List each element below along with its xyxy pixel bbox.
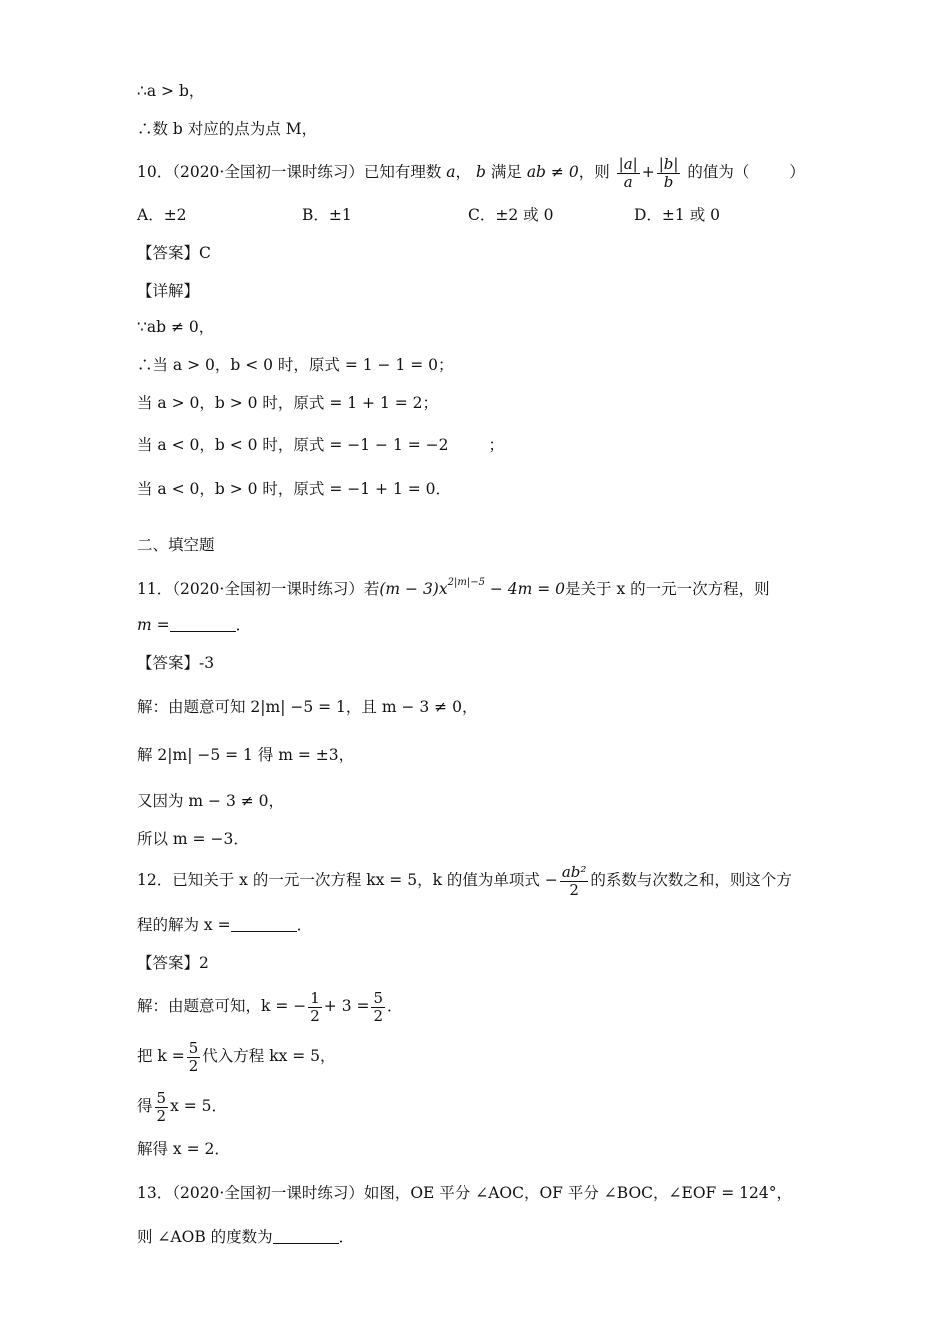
- detail-label: 【详解】: [137, 282, 200, 300]
- fraction-abs-b-over-b: $\frac{|b|}{b}$: [658, 155, 679, 191]
- section-heading: 二、填空题: [137, 536, 215, 554]
- answer-label: 【答案】2: [137, 954, 209, 972]
- question-13: 13．（2020·全国初一课时练习）如图，OE 平分 ∠AOC，OF 平分 ∠BOC，∠EOF = 124°，: [137, 1184, 792, 1202]
- text-line: 解：由题意可知，k = − $\frac{1}{2}$ + 3 = $\frac{5}{2}$ ．: [137, 989, 403, 1025]
- answer-label: 【答案】-3: [137, 654, 215, 672]
- text-line: 解 2|m| −5 = 1 得 m = ±3，: [137, 746, 355, 764]
- option-d: D．±1 或 0: [634, 206, 720, 224]
- text-line: 当 a < 0，b > 0 时，原式 = −1 + 1 = 0．: [137, 480, 452, 498]
- answer-blank: [170, 617, 236, 632]
- answer-blank: [273, 1229, 339, 1244]
- text-line: ∴数 b 对应的点为点 M，: [137, 120, 318, 138]
- question-12-line2: 程的解为 x = ．: [137, 916, 313, 934]
- question-11-line2: m = ．: [137, 616, 252, 634]
- fraction-abs-a-over-a: $\frac{|a|}{a}$: [618, 155, 638, 191]
- text-line: 当 a < 0，b < 0 时，原式 = −1 − 1 = −2 ；: [137, 436, 505, 454]
- text-line: 把 k = $\frac{5}{2}$ 代入方程 kx = 5，: [137, 1039, 336, 1075]
- text-line: 所以 m = −3．: [137, 830, 249, 848]
- question-12: 12．已知关于 x 的一元一次方程 kx = 5，k 的值为单项式 − $\frac{\text{ab²}}{2}$ 的系数与次数之和，则这个方: [137, 863, 792, 899]
- option-a: A．±2: [137, 206, 187, 224]
- text-line: 解：由题意可知 2|m| −5 = 1，且 m − 3 ≠ 0，: [137, 698, 478, 716]
- text-line: 当 a > 0，b > 0 时，原式 = 1 + 1 = 2；: [137, 394, 439, 412]
- question-10: 10．（2020·全国初一课时练习）已知有理数 a， b 满足 ab ≠ 0，则 $\frac{|a|}{a}$ + $\frac{|b|}{b}$ 的值为（ ）: [137, 155, 805, 191]
- option-b: B．±1: [302, 206, 352, 224]
- text-line: 解得 x = 2．: [137, 1140, 230, 1158]
- option-c: C．±2 或 0: [468, 206, 554, 224]
- fraction-ab2-over-2: $\frac{\text{ab²}}{2}$: [561, 863, 587, 899]
- text-line: ∴当 a > 0，b < 0 时，原式 = 1 − 1 = 0；: [137, 356, 454, 374]
- text-line: ∴a > b，: [137, 82, 205, 100]
- answer-label: 【答案】C: [137, 244, 211, 262]
- question-11: 11．（2020·全国初一课时练习）若$(m - 3)x^{2|m|-5} - 4m = 0$是关于 x 的一元一次方程，则: [137, 577, 770, 598]
- question-13-line2: 则 ∠AOB 的度数为 ．: [137, 1228, 355, 1246]
- text-line: 得 $\frac{5}{2}$ x = 5．: [137, 1089, 228, 1125]
- text-line: ∵ab ≠ 0，: [137, 318, 215, 336]
- text-line: 又因为 m − 3 ≠ 0，: [137, 792, 285, 810]
- answer-blank: [231, 917, 297, 932]
